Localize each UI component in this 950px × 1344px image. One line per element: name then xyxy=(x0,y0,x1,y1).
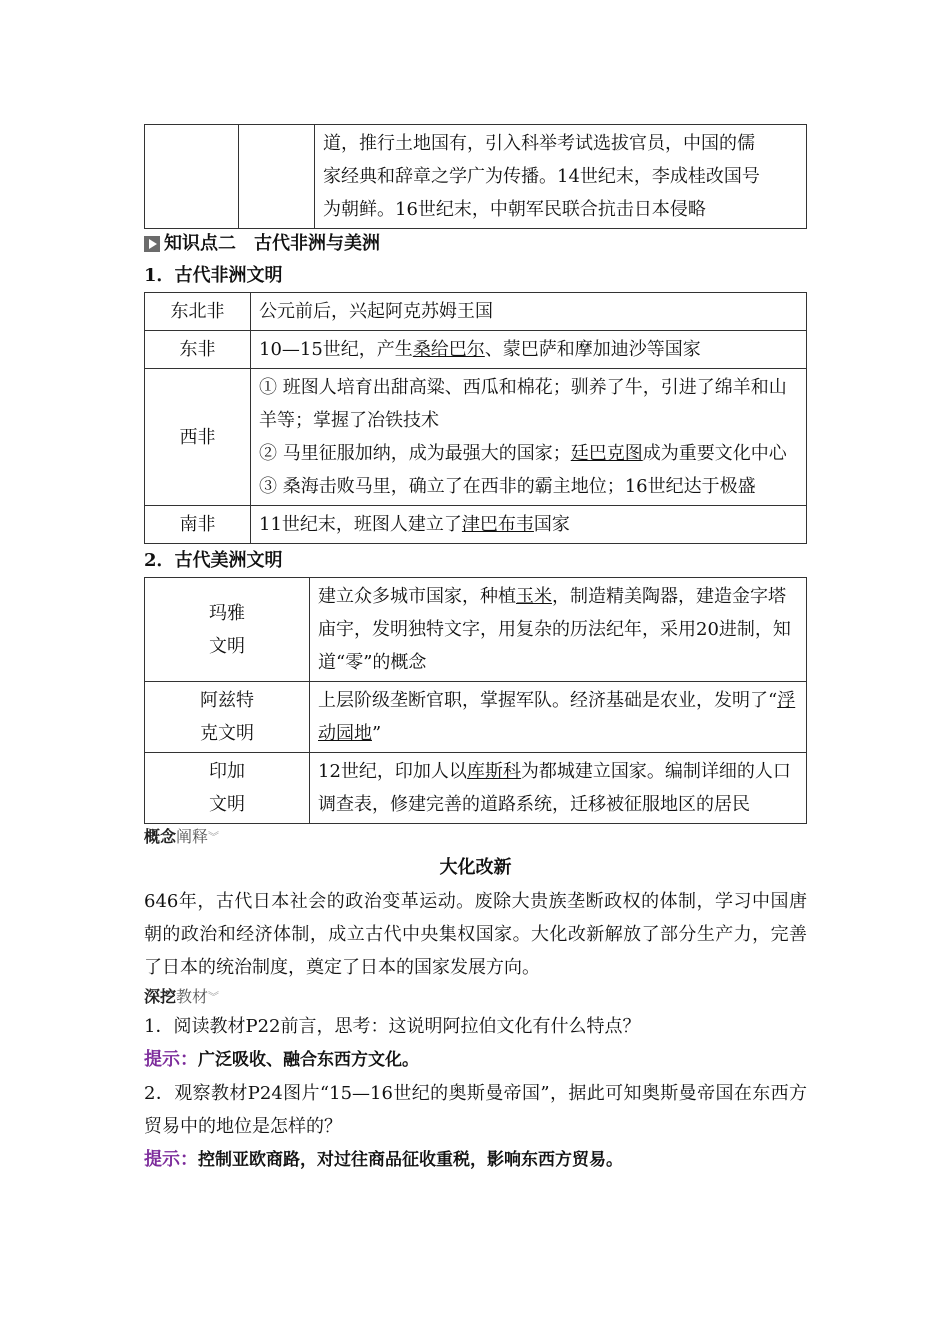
korea-text-cell xyxy=(315,125,807,229)
korea-continuation-table xyxy=(144,124,807,229)
double-chevron-down-icon: ︾ xyxy=(208,990,220,1003)
west-africa-item: ① 班图人培育出甜高粱、西瓜和棉花；驯养了牛，引进了绵羊和山羊等；掌握了冶铁技术 xyxy=(259,377,787,431)
africa-table xyxy=(144,292,807,544)
underlined-term: 桑给巴尔 xyxy=(412,339,485,360)
region-cell: 南非 xyxy=(145,506,251,544)
text-fragment: 国家 xyxy=(533,514,570,535)
text-fragment: ” xyxy=(372,723,382,744)
civilization-cell xyxy=(145,753,310,824)
concept-tag xyxy=(144,824,807,851)
west-africa-item: ③ 桑海击败马里，确立了在西非的霸主地位；16世纪达于极盛 xyxy=(259,476,756,497)
civilization-name: 文明 xyxy=(209,794,245,815)
text-fragment: ，制造精美陶器，建造金字塔庙宇，发明独特文字，用复杂的历法纪年，采用20进制，知道“零”的概念 xyxy=(318,586,791,673)
text-fragment: 成为重要文化中心 xyxy=(642,443,787,464)
description-cell xyxy=(310,578,807,682)
text-fragment: 10—15世纪，产生 xyxy=(259,339,413,360)
description-cell xyxy=(251,506,807,544)
text-fragment: 11世纪末，班图人建立了 xyxy=(259,514,462,535)
west-africa-item xyxy=(259,437,798,470)
underlined-term: 浮动园地 xyxy=(318,690,796,744)
hint-label: 提示： xyxy=(144,1049,198,1070)
korea-line: 家经典和辞章之学广为传播。14世纪末，李成桂改国号 xyxy=(323,166,760,187)
concept-body: 646年，古代日本社会的政治变革运动。废除大贵族垄断政权的体制，学习中国唐朝的政治和经济体制，成立古代中央集权国家。大化改新解放了部分生产力，完善了日本的统治制度，奠定了日本的国家发展方向。 xyxy=(144,890,807,978)
text-fragment: 12世纪，印加人以 xyxy=(318,761,467,782)
text-fragment: ② 马里征服加纳，成为最强大的国家； xyxy=(259,443,571,464)
deep-dive-tag xyxy=(144,984,807,1011)
description-cell xyxy=(251,369,807,506)
text-fragment: 建立众多城市国家，种植 xyxy=(318,586,516,607)
civilization-name: 文明 xyxy=(209,635,245,657)
description-cell xyxy=(310,753,807,824)
america-table xyxy=(144,577,807,824)
tag-light-label: 阐释 xyxy=(176,827,209,846)
text-fragment: 为都城建立国家。编制详细的人口调查表，修建完善的道路系统，迁移被征服地区的居民 xyxy=(318,761,791,815)
text-fragment: 、蒙巴萨和摩加迪沙等国家 xyxy=(484,339,701,360)
tag-bold-label: 概念 xyxy=(144,827,177,846)
hint-label: 提示： xyxy=(144,1149,198,1170)
tag-light-label: 教材 xyxy=(176,986,209,1006)
korea-line: 为朝鲜。16世纪末，中朝军民联合抗击日本侵略 xyxy=(323,199,706,220)
hint-text: 控制亚欧商路，对过往商品征收重税，影响东西方贸易。 xyxy=(198,1150,623,1170)
civilization-cell xyxy=(145,578,310,682)
empty-cell xyxy=(239,125,315,229)
question-1: 1．阅读教材P22前言，思考：这说明阿拉伯文化有什么特点？ xyxy=(144,1016,641,1037)
description-cell xyxy=(310,682,807,753)
description-cell: 公元前后，兴起阿克苏姆王国 xyxy=(251,293,807,331)
underlined-term: 玉米 xyxy=(516,586,552,607)
underlined-term: 库斯科 xyxy=(466,761,521,782)
knowledge-point-title: 古代非洲与美洲 xyxy=(254,233,380,254)
africa-heading: 1．古代非洲文明 xyxy=(144,265,283,286)
answer-1 xyxy=(144,1043,807,1077)
question-2: 2．观察教材P24图片“15—16世纪的奥斯曼帝国”，据此可知奥斯曼帝国在东西方贸易中的地位是怎样的？ xyxy=(144,1083,807,1137)
korea-line: 道，推行土地国有，引入科举考试选拔官员，中国的儒 xyxy=(323,133,755,154)
civilization-cell xyxy=(145,682,310,753)
region-cell: 东非 xyxy=(145,331,251,369)
double-chevron-down-icon: ︾ xyxy=(208,830,220,844)
region-cell: 西非 xyxy=(145,369,251,506)
text-fragment: 上层阶级垄断官职，掌握军队。经济基础是农业，发明了“ xyxy=(318,690,778,711)
document-page xyxy=(144,124,807,1177)
region-cell: 东北非 xyxy=(145,293,251,331)
civilization-name: 玛雅 xyxy=(209,602,245,624)
answer-2 xyxy=(144,1143,807,1177)
civilization-name: 印加 xyxy=(209,761,245,782)
concept-title: 大化改新 xyxy=(439,856,512,878)
hint-text: 广泛吸收、融合东西方文化。 xyxy=(198,1050,419,1070)
empty-cell xyxy=(145,125,239,229)
civilization-name: 克文明 xyxy=(200,723,254,744)
play-triangle-icon xyxy=(144,236,160,252)
underlined-term: 津巴布韦 xyxy=(461,514,534,535)
civilization-name: 阿兹特 xyxy=(200,690,254,711)
america-heading: 2．古代美洲文明 xyxy=(144,550,283,571)
tag-bold-label: 深挖 xyxy=(144,986,177,1006)
underlined-term: 廷巴克图 xyxy=(570,443,643,464)
knowledge-point-label: 知识点二 xyxy=(164,233,236,254)
knowledge-point-heading xyxy=(144,229,807,259)
description-cell xyxy=(251,331,807,369)
